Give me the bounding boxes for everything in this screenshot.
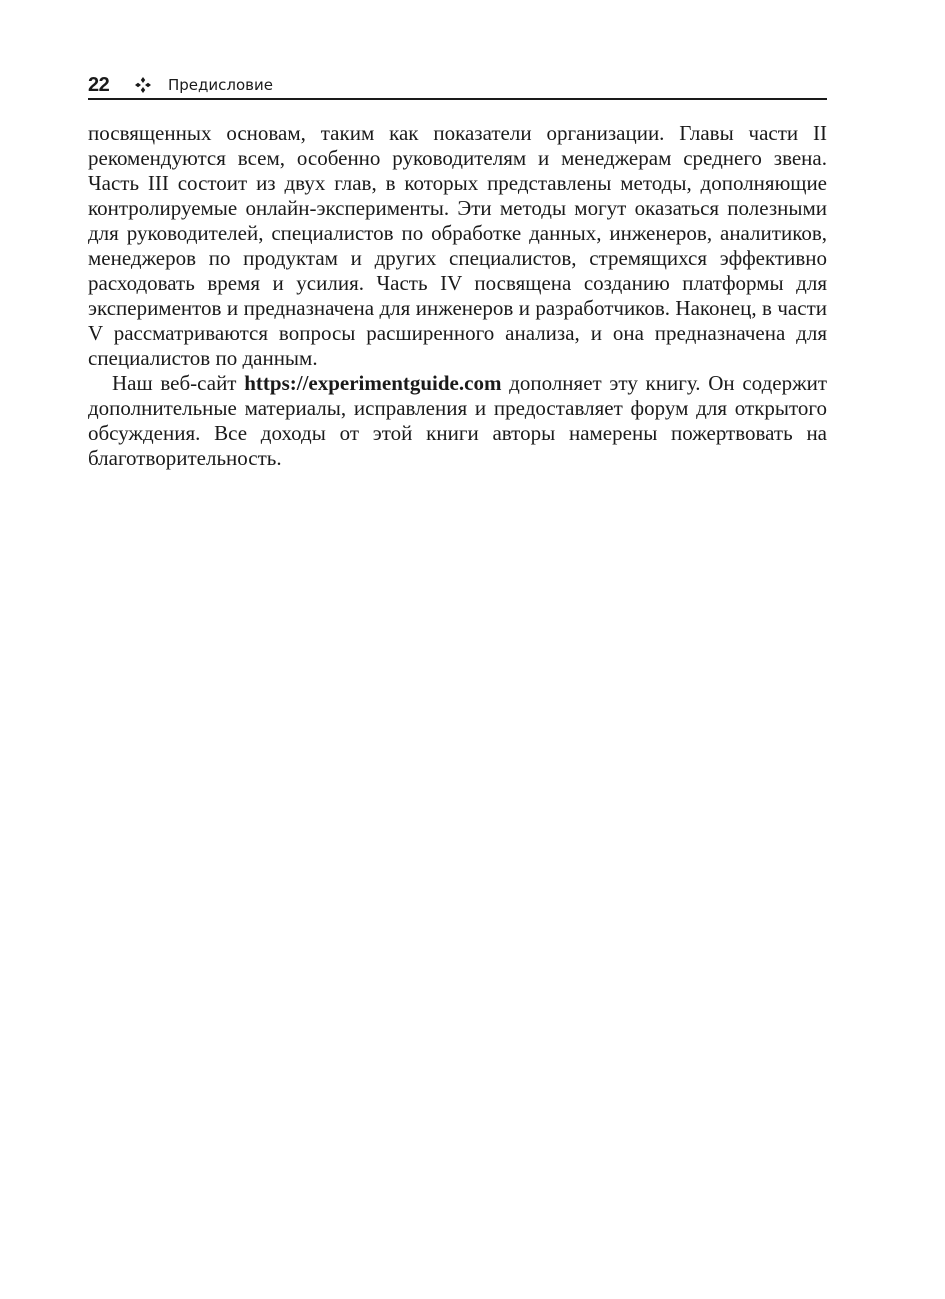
paragraph-2 <box>88 371 827 471</box>
page-header <box>88 72 827 100</box>
paragraph-2-intro: Наш веб-сайт <box>112 371 245 395</box>
website-url: https://experimentguide.com <box>244 371 502 395</box>
body-text <box>88 121 827 471</box>
page-number: 22 <box>88 73 110 96</box>
four-diamond-ornament-icon <box>132 74 154 96</box>
paragraph-1: посвященных основам, таким как показатели организации. Главы части II рекомендуются всем, особенно руководителям и менеджерам среднего звена. Часть III состоит из двух глав, в которых представлены методы, дополняющие контролируемые онлайн-эксперименты. Эти методы могут оказаться полезными для руководителей, специалистов по обработке данных, инженеров, аналитиков, менеджеров по продуктам и других специалистов, стремящихся эффективно расходовать время и усилия. Часть IV посвящена созданию платформы для экспериментов и предназначена для инженеров и разработчиков. Наконец, в части V рассматриваются вопросы расширенного анализа, и она предназначена для специалистов по данным. <box>88 121 827 370</box>
running-title: Предисловие <box>168 76 273 94</box>
paragraph-2-rest: дополняет эту книгу. Он содержит дополнительные материалы, исправления и предоставляет форум для открытого обсуждения. Все доходы от этой книги авторы намерены пожертвовать на благотворительность. <box>88 371 827 470</box>
